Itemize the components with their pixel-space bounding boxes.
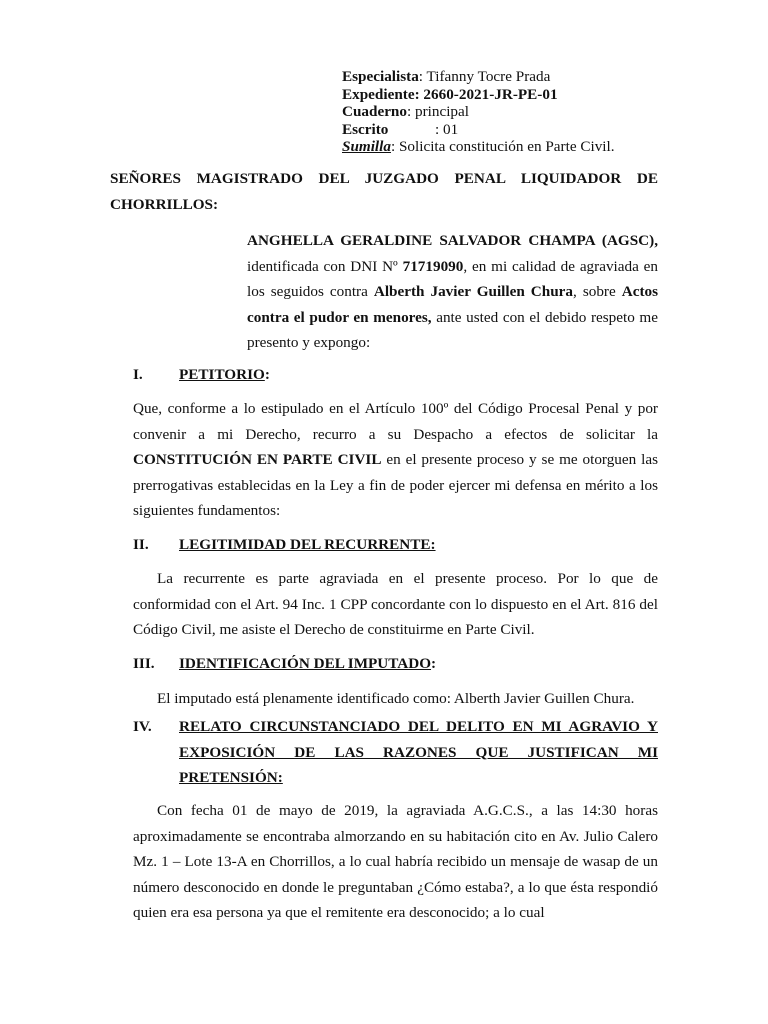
section-1-colon: : (264, 366, 270, 383)
petitioner-name: ANGHELLA GERALDINE SALVADOR CHAMPA (AGSC), (247, 232, 658, 249)
petitioner-text-1: identificada con DNI Nº (247, 257, 403, 275)
case-header (342, 68, 615, 156)
section-3-paragraph: El imputado está plenamente identificado como: Alberth Javier Guillen Chura. (157, 690, 635, 707)
especialista-label: Especialista (342, 68, 419, 85)
cuaderno-value: : principal (406, 103, 469, 121)
sumilla-label: Sumilla (342, 138, 391, 156)
section-1-text-b: en el presente proceso y se me otorguen las prerrogativas establecidas en la Ley a fin de poder ejercer mi defensa en mérito a los siguientes fundamentos: (133, 451, 658, 519)
section-3-colon: : (431, 655, 437, 672)
section-3-title-wrap (179, 651, 436, 676)
section-1-title: PETITORIO (179, 366, 265, 383)
petitioner-text-4: ante usted con el debido respeto me presento y expongo: (247, 308, 658, 351)
cuaderno-label: Cuaderno (342, 103, 407, 121)
sumilla-row (342, 138, 615, 156)
escrito-label: Escrito (342, 120, 389, 138)
petitioner-dni: 71719090 (402, 257, 464, 275)
section-1-number: I. (133, 366, 143, 383)
section-1-bold: CONSTITUCIÓN EN PARTE CIVIL (133, 451, 382, 468)
section-1-text-a: Que, conforme a lo estipulado en el Artículo 100º del Código Procesal Penal y por convenir a mi Derecho, recurro a su Despacho a efectos de solicitar la (133, 400, 658, 443)
escrito-value: : 01 (435, 120, 459, 138)
petitioner-text-3: , sobre (573, 283, 622, 300)
addressee-line-2: CHORRILLOS: (110, 196, 219, 213)
section-3-title: IDENTIFICACIÓN DEL IMPUTADO (179, 655, 432, 672)
petitioner-paragraph (247, 228, 658, 356)
petitioner-text-2: , en mi calidad de agraviada en los seguidos contra (247, 257, 658, 300)
section-2-title: LEGITIMIDAD DEL RECURRENTE: (179, 536, 436, 553)
crime-name: Actos contra el pudor en menores, (247, 283, 659, 326)
section-4-title: RELATO CIRCUNSTANCIADO DEL DELITO EN MI AGRAVIO Y EXPOSICIÓN DE LAS RAZONES QUE JUSTIFICAN MI PRETENSIÓN: (179, 718, 658, 786)
court-addressee (110, 166, 658, 218)
cuaderno-row (342, 103, 615, 121)
addressee-line-1: SEÑORES MAGISTRADO DEL JUZGADO PENAL LIQUIDADOR DE (110, 170, 658, 187)
especialista-row (342, 68, 615, 86)
expediente-row: Expediente: 2660-2021-JR-PE-01 (342, 85, 558, 103)
escrito-row (342, 121, 615, 139)
section-1-paragraph (133, 396, 658, 524)
section-4-paragraph: Con fecha 01 de mayo de 2019, la agraviada A.G.C.S., a las 14:30 horas aproximadamente se encontraba almorzando en su habitación cito en Av. Julio Calero Mz. 1 – Lote 13-A en Chorrillos, a lo cual habría recibido un mensaje de wasap de un número desconocido en donde le preguntaban ¿Cómo estaba?, a lo que ésta respondió quien era esa persona ya que el remitente era desconocido; a lo cual (133, 802, 658, 921)
section-4-number: IV. (133, 718, 152, 735)
section-1-title-wrap (179, 362, 270, 387)
especialista-value: : Tifanny Tocre Prada (418, 68, 551, 85)
section-4-heading (133, 714, 658, 791)
section-2-paragraph: La recurrente es parte agraviada en el presente proceso. Por lo que de conformidad con el Art. 94 Inc. 1 CPP concordante con lo dispuesto en el Art. 816 del Código Civil, me asiste el Derecho de constituirme en Parte Civil. (133, 570, 658, 638)
sumilla-value: : Solicita constitución en Parte Civil. (390, 138, 615, 156)
section-3-number: III. (133, 655, 155, 672)
section-2-number: II. (133, 536, 149, 553)
accused-name: Alberth Javier Guillen Chura (373, 283, 574, 300)
